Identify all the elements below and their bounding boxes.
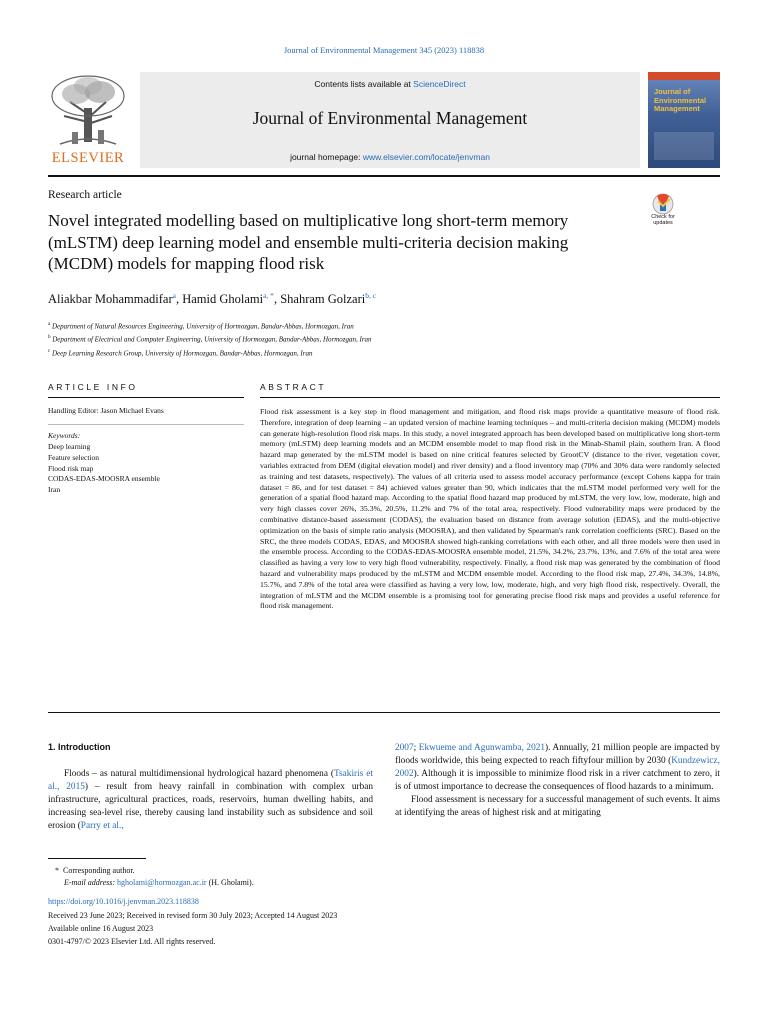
affiliation-item (48, 346, 372, 359)
footnote-mark: * (55, 866, 59, 875)
abstract-heading: ABSTRACT (260, 382, 327, 392)
author-affiliation-mark[interactable]: a, * (263, 291, 274, 300)
journal-title: Journal of Environmental Management (252, 108, 528, 128)
introduction-heading: 1. Introduction (48, 742, 111, 752)
handling-editor: Handling Editor: Jason Michael Evans (48, 406, 164, 415)
keyword-item: Feature selection (48, 452, 100, 462)
corresponding-author-note (55, 866, 135, 875)
header-rule (48, 175, 720, 177)
introduction-paragraph (48, 768, 373, 833)
sciencedirect-link[interactable]: ScienceDirect (413, 79, 466, 89)
email-link[interactable]: hgholami@hormozgan.ac.ir (117, 878, 207, 887)
author-name[interactable]: Hamid Gholami (182, 292, 264, 307)
right-column-text (395, 742, 720, 820)
running-head[interactable]: Journal of Environmental Management 345 (2023) 118838 (283, 45, 485, 55)
introduction-paragraph (395, 742, 720, 794)
contents-line (140, 79, 640, 89)
affiliation-mark: b (48, 335, 51, 341)
author-name[interactable]: Shahram Golzari (280, 292, 366, 307)
citation-link[interactable]: Tsakiris et al., 2015 (48, 769, 373, 792)
affiliation-text: Deep Learning Research Group, University of Hormozgan, Bandar-Abbas, Hormozgan, Iran (51, 348, 313, 357)
paragraph-text: Floods – as natural multidimensional hydrological hazard phenomena ( (64, 769, 335, 779)
author-list (48, 291, 376, 307)
email-label: E-mail address: (64, 878, 118, 887)
keyword-item: CODAS-EDAS-MOOSRA ensemble (48, 474, 160, 484)
keywords-label: Keywords: (48, 431, 81, 440)
available-online: Available online 16 August 2023 (48, 924, 154, 933)
homepage-prefix: journal homepage: (290, 152, 363, 162)
homepage-line (140, 152, 640, 162)
introduction-paragraph: Flood assessment is necessary for a successful management of such events. It aims at identifying the areas of highest risk and at mitigating (395, 795, 720, 818)
paragraph-text: ). Annually, 21 million people are impacted by floods worldwide, this being expected to reach fiftyfour million by 2030 ( (395, 743, 720, 766)
abstract-end-rule (48, 712, 720, 713)
keyword-item: Flood risk map (48, 463, 94, 473)
citation-link[interactable]: Parry et al., (80, 821, 124, 831)
footnote-rule (48, 858, 146, 859)
author-name[interactable]: Aliakbar Mohammadifar (48, 292, 173, 307)
affiliation-mark: c (48, 348, 51, 354)
abstract-text: Flood risk assessment is a key step in flood management and mitigation, and flood risk maps provide a quantitative measure of flood risk. Therefore, integration of deep learning – an updated version of machine learning techniques – and multi-criteria decision making (MCDM) models can generate high-resolution flood risk maps. In this study, a novel integrated approach has been developed based on multiplicative long short-term memory (mLSTM) deep learning models and an MCDM ensemble model to map flood risk in the Minab-Shamil plain, southern Iran. A flood hazard map generated by the mLSTM model is based on nine critical features selected by GrootCV (distance to the river, vegetation cover, variables extracted from DEM (digital elevation model) and river density) and a flood inventory map (70% and 30% data were randomly selected as training and test datasets, respectively). The values of all criteria used to assess model accuracy performance (except Cohens kappa for train dataset = 86, and for test dataset = 84) achieved values greater than 90, which indicates that the mLSTM model performed very well for the generation of a spatial flood hazard map. According to the spatial flood hazard map produced by mLSTM, the very low, low, moderate, high and very high classes cover 26%, 35.3%, 20.5%, 11.2% and 7% of the total area, respectively. Flood vulnerability maps were produced by the combinative distance-based assessment (CODAS), the evaluation based on distance from average solution (EDAS), and the multi-objective optimization on the basis of simple ratio analysis (MOOSRA), and then validated by Spearman's rank correlation coefficients (SRC). Based on the SRC, the three models CODAS, EDAS, and MOOSRA showed high-ranking correlations with each other, and all three models were then used in the ensemble process. According to the CODAS-EDAS-MOOSRA ensemble model, 21.5%, 34.2%, 23.7%, 13%, and 7.6% of the total area were classified as having a very low to very high flood vulnerability, respectively. Finally, a flood risk map was generated by the combination of flood hazard and vulnerability maps produced by the mLSTM and MCDM ensemble model. According to the flood risk map, 27.4%, 34.3%, 14.8%, 15.7%, and 7.8% of the total area were classified as having a very low, low, moderate, high, and very high flood risk, respectively. Overall, the integration of mLSTM and the MCDM ensemble is a promising tool for generating precise flood risk maps and provides a useful reference for flood risk management. (260, 407, 720, 611)
affiliation-list (48, 319, 372, 359)
keywords-list (48, 442, 160, 496)
paragraph-text: ). Although it is impossible to minimize flood risk in a river catchment to zero, it is of utmost importance to decrease the consequences of flood hazards to a minimum. (395, 769, 720, 792)
cover-image (654, 132, 714, 160)
citation-link[interactable]: Ekwueme and Agunwamba, 2021 (418, 743, 546, 753)
article-title: Novel integrated modelling based on multiplicative long short-term memory (mLSTM) deep learning model and ensemble multi-criteria decision making (MCDM) models for mapping flood risk (48, 211, 569, 273)
cover-band (648, 72, 720, 80)
email-suffix: (H. Gholami). (206, 878, 254, 887)
abstract-rule (260, 397, 720, 398)
cover-title: Journal of Environmental Management (654, 87, 707, 113)
email-note (64, 878, 254, 887)
affiliation-item (48, 332, 372, 345)
contents-prefix: Contents lists available at (314, 79, 414, 89)
paragraph-text: ) – result from heavy rainfall in combination with complex urban infrastructure, agricultural practices, roads, reservoirs, human dwelling habits, and increasing sea-level rise, thereby causing land instability such as subsidence and soil erosion ( (48, 782, 373, 831)
citation-separator: ; (413, 743, 419, 753)
article-type: Research article (48, 189, 122, 201)
author-affiliation-mark[interactable]: a (172, 291, 176, 300)
journal-homepage-link[interactable]: www.elsevier.com/locate/jenvman (362, 152, 490, 162)
keyword-item: Iran (48, 485, 61, 495)
article-history: Received 23 June 2023; Received in revised form 30 July 2023; Accepted 14 August 2023 (48, 911, 338, 920)
check-for-updates-label: Check for updates (651, 214, 675, 226)
keywords-rule (48, 424, 244, 425)
author-separator: , (175, 292, 183, 307)
citation-link[interactable]: Kundzewicz, 2002 (395, 756, 720, 779)
affiliation-mark: a (48, 322, 51, 327)
article-info-heading: ARTICLE INFO (48, 382, 138, 392)
citation-link[interactable]: 2007 (395, 743, 414, 753)
copyright-notice: 0301-4797/© 2023 Elsevier Ltd. All rights reserved. (48, 937, 216, 946)
footnote-text: Corresponding author. (63, 866, 135, 875)
affiliation-text: Department of Natural Resources Engineering, University of Hormozgan, Bandar-Abbas, Hormozgan, Iran (51, 322, 354, 331)
article-info-rule (48, 397, 244, 398)
affiliation-text: Department of Electrical and Computer Engineering, University of Hormozgan, Bandar-Abbas, Hormozgan, Iran (52, 335, 372, 344)
author-affiliation-mark[interactable]: b, c (365, 291, 377, 300)
author-separator: , (273, 292, 281, 307)
publisher-name: ELSEVIER (51, 150, 125, 166)
journal-cover-thumbnail[interactable] (648, 72, 720, 168)
keyword-item: Deep learning (48, 442, 91, 451)
doi-link[interactable]: https://doi.org/10.1016/j.jenvman.2023.118838 (48, 897, 199, 906)
affiliation-item (48, 319, 372, 332)
